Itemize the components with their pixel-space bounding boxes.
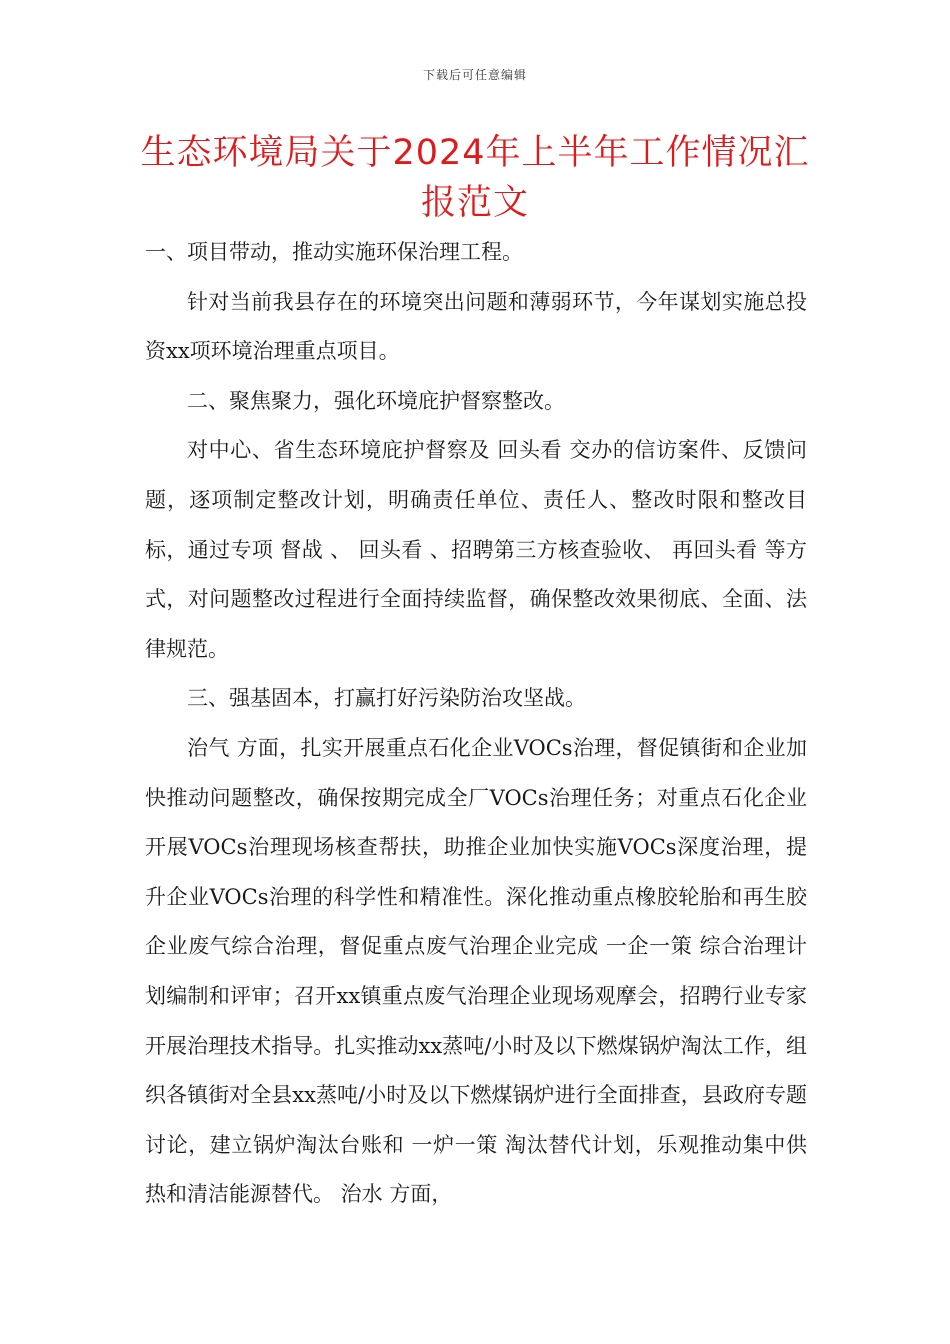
section-heading-3: 三、强基固本，打赢打好污染防治攻坚战。 — [187, 686, 586, 711]
paragraph-2: 对中心、省生态环境庇护督察及 回头看 交办的信访案件、反馈问题，逐项制定整改计划，明确责任单位、责任人、整改时限和整改目标，通过专项 督战 、 回头看 、招聘第三方核查验收、 再回头看 等方式，对问题整改过程进行全面持续监督，确保整改效果彻底、全面、法律规范。 — [145, 438, 807, 661]
paragraph-1: 针对当前我县存在的环境突出问题和薄弱环节，今年谋划实施总投资xx项环境治理重点项目。 — [145, 289, 807, 364]
paragraph-3: 治气 方面，扎实开展重点石化企业VOCs治理，督促镇街和企业加快推动问题整改，确保按期完成全厂VOCs治理任务；对重点石化企业开展VOCs治理现场核查帮扶，助推企业加快实施VOCs深度治理，提升企业VOCs治理的科学性和精准性。深化推动重点橡胶轮胎和再生胶企业废气综合治理，督促重点废气治理企业完成 一企一策 综合治理计划编制和评审；召开xx镇重点废气治理企业现场观摩会，招聘行业专家开展治理技术指导。扎实推动xx蒸吨/小时及以下燃煤锅炉淘汰工作，组织各镇街对全县xx蒸吨/小时及以下燃煤锅炉进行全面排查，县政府专题讨论，建立锅炉淘汰台账和 一炉一策 淘汰替代计划，乐观推动集中供热和清洁能源替代。 治水 方面， — [145, 735, 807, 1207]
section-heading-2: 二、聚焦聚力，强化环境庇护督察整改。 — [187, 388, 565, 413]
section-heading-1: 一、项目带动，推动实施环保治理工程。 — [145, 240, 523, 264]
document-body — [145, 228, 807, 1220]
document-title — [140, 128, 810, 228]
title-line-2: 报范文 — [420, 183, 529, 223]
header-note: 下载后可任意编辑 — [422, 68, 527, 82]
title-line-1: 生态环境局关于2024年上半年工作情况汇 — [140, 133, 810, 173]
